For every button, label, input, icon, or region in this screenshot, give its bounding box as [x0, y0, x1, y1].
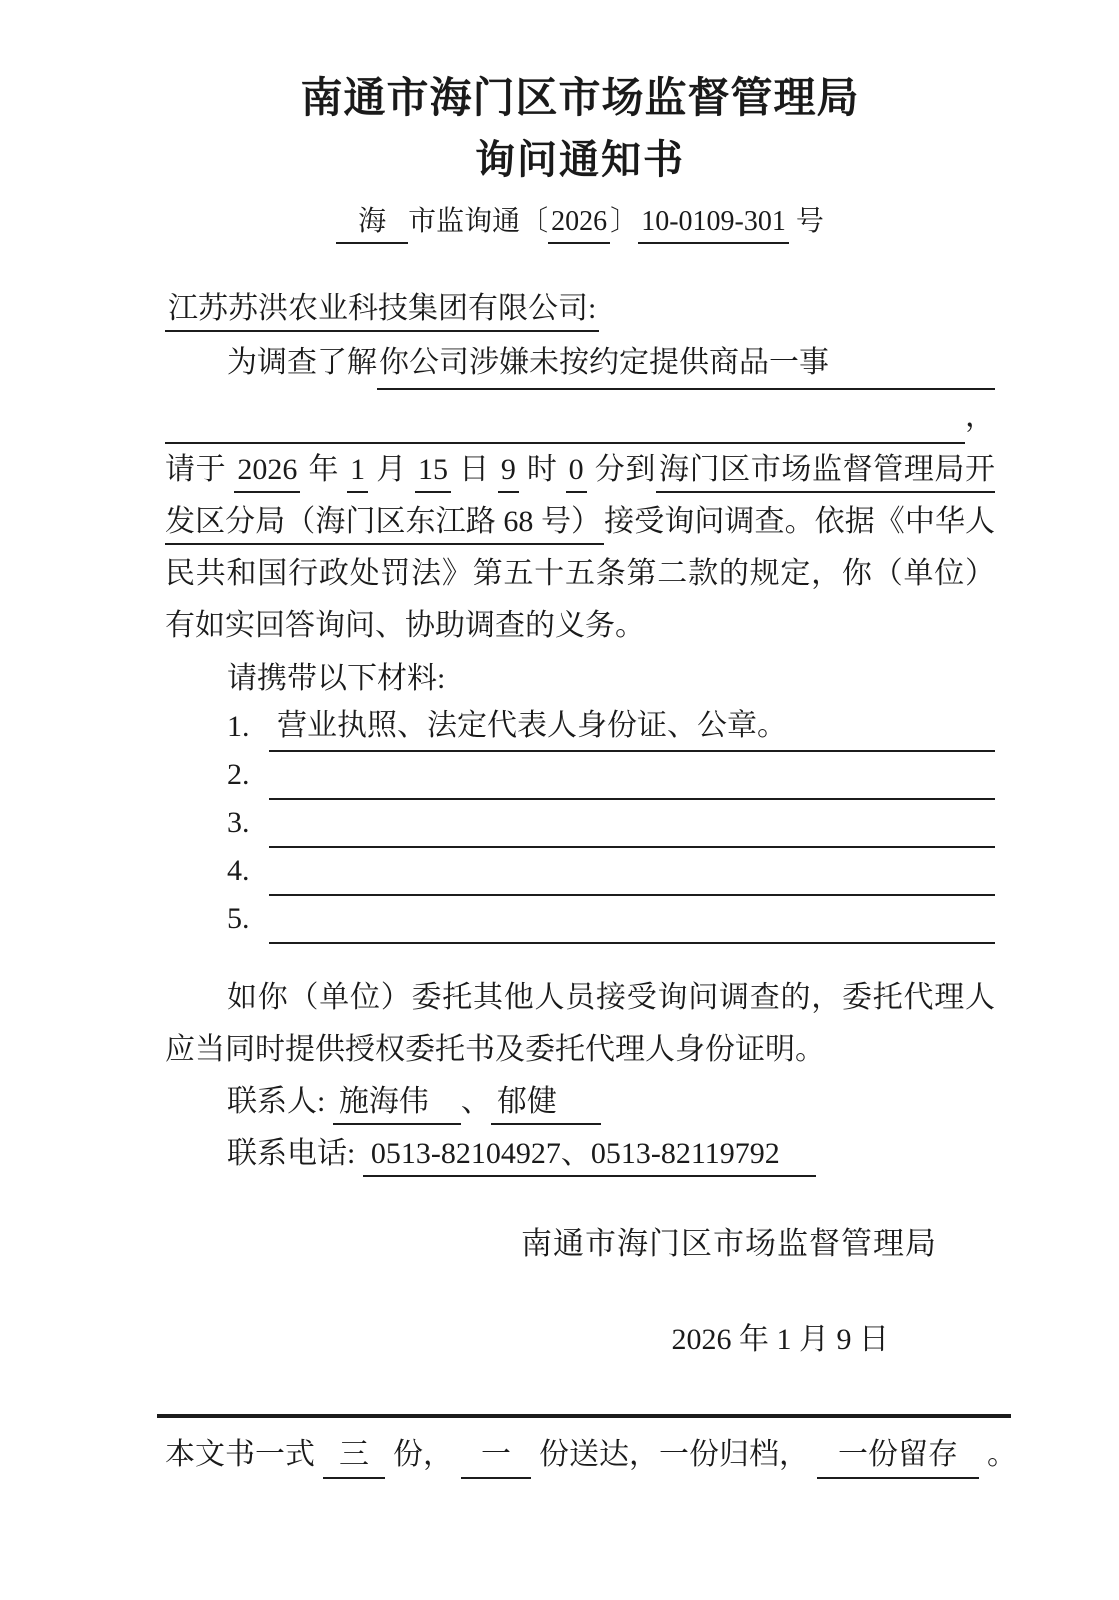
material-row [227, 800, 995, 848]
contact-label: 联系人: [227, 1085, 326, 1118]
document-content [165, 0, 1017, 1482]
summon-month: 1 [347, 453, 368, 493]
summon-hour-unit: 时 [526, 453, 558, 486]
contact-name-2: 郁健 [491, 1085, 601, 1125]
summon-minute-unit: 分到 [594, 453, 656, 486]
phone-label: 联系电话: [227, 1137, 356, 1170]
footer-copies-blank: 三 [323, 1435, 385, 1479]
materials-list [165, 704, 995, 944]
phone-numbers: 0513-82104927、0513-82119792 [363, 1137, 816, 1177]
footer-mid2: 份送达，一份归档， [539, 1438, 809, 1471]
doc-number-line [165, 202, 995, 242]
footer-mid1: 份， [393, 1438, 453, 1471]
material-text [269, 888, 995, 896]
doc-number-suffix: 号 [795, 206, 824, 237]
summon-location: 海门区市场监督管理局开发区分局（海门区东江路 68 号） [165, 453, 995, 545]
signature-date: 2026 年 1 月 9 日 [671, 1323, 889, 1356]
material-text [269, 792, 995, 800]
investigation-line [227, 336, 995, 390]
summon-pre: 请于 [165, 453, 227, 486]
doc-number-label: 市监询通〔 [408, 206, 549, 237]
summon-year-unit: 年 [308, 453, 340, 486]
doc-number-serial: 10-0109-301 [638, 206, 789, 244]
material-number: 2. [227, 758, 250, 791]
footer-serve-blank: 一 [461, 1435, 531, 1479]
footer-end: 。 [987, 1438, 1017, 1471]
investigation-lead: 为调查了解 [227, 346, 377, 379]
investigation-matter: 你公司涉嫌未按约定提供商品一事 [377, 337, 831, 390]
materials-heading: 请携带以下材料: [227, 662, 446, 695]
phone-line [227, 1128, 995, 1180]
contact-name-1: 施海伟 [333, 1085, 461, 1125]
doc-number-region-blank: 海 [336, 206, 408, 244]
doc-type-title: 询问通知书 [475, 138, 685, 182]
doc-number-bracket: 〕 [610, 206, 639, 237]
summon-paragraph [165, 444, 995, 652]
material-number: 3. [227, 806, 250, 839]
material-text [269, 840, 995, 848]
delegate-paragraph: 如你（单位）委托其他人员接受询问调查的，委托代理人应当同时提供授权委托书及委托代理人身份证明。 [165, 981, 995, 1066]
contact-separator: 、 [460, 1085, 491, 1118]
summon-month-unit: 月 [376, 453, 407, 486]
footer-pre: 本文书一式 [165, 1438, 315, 1471]
agency-title: 南通市海门区市场监督管理局 [300, 74, 860, 121]
material-row [227, 896, 995, 944]
material-row [227, 848, 995, 896]
summon-day-unit: 日 [459, 453, 490, 486]
material-row [227, 752, 995, 800]
material-number: 4. [227, 854, 250, 887]
doc-number-year: 2026 [548, 206, 610, 244]
footer-divider [157, 1414, 1011, 1418]
trailing-comma: ， [965, 400, 995, 433]
material-row [227, 704, 995, 752]
addressee-name: 江苏苏洪农业科技集团有限公司: [165, 292, 599, 332]
summon-year: 2026 [234, 453, 300, 493]
footer-keep-blank: 一份留存 [817, 1435, 979, 1479]
summon-minute: 0 [566, 453, 587, 493]
summon-day: 15 [415, 453, 451, 493]
signature-org: 南通市海门区市场监督管理局 [521, 1226, 937, 1261]
continuation-line [165, 390, 995, 444]
addressee-line [165, 282, 995, 336]
summon-rest: 接受询问调查。依据《中华人民共和国行政处罚法》第五十五条第二款的规定，你（单位）有如实回答询问、协助调查的义务。 [165, 505, 996, 642]
contact-line [227, 1076, 995, 1128]
summon-hour: 9 [498, 453, 519, 493]
footer-note [165, 1428, 1017, 1482]
material-number: 1. [227, 710, 250, 743]
material-text [269, 936, 995, 944]
blank-underline [831, 388, 995, 390]
material-number: 5. [227, 902, 250, 935]
material-text: 营业执照、法定代表人身份证、公章。 [269, 700, 995, 752]
